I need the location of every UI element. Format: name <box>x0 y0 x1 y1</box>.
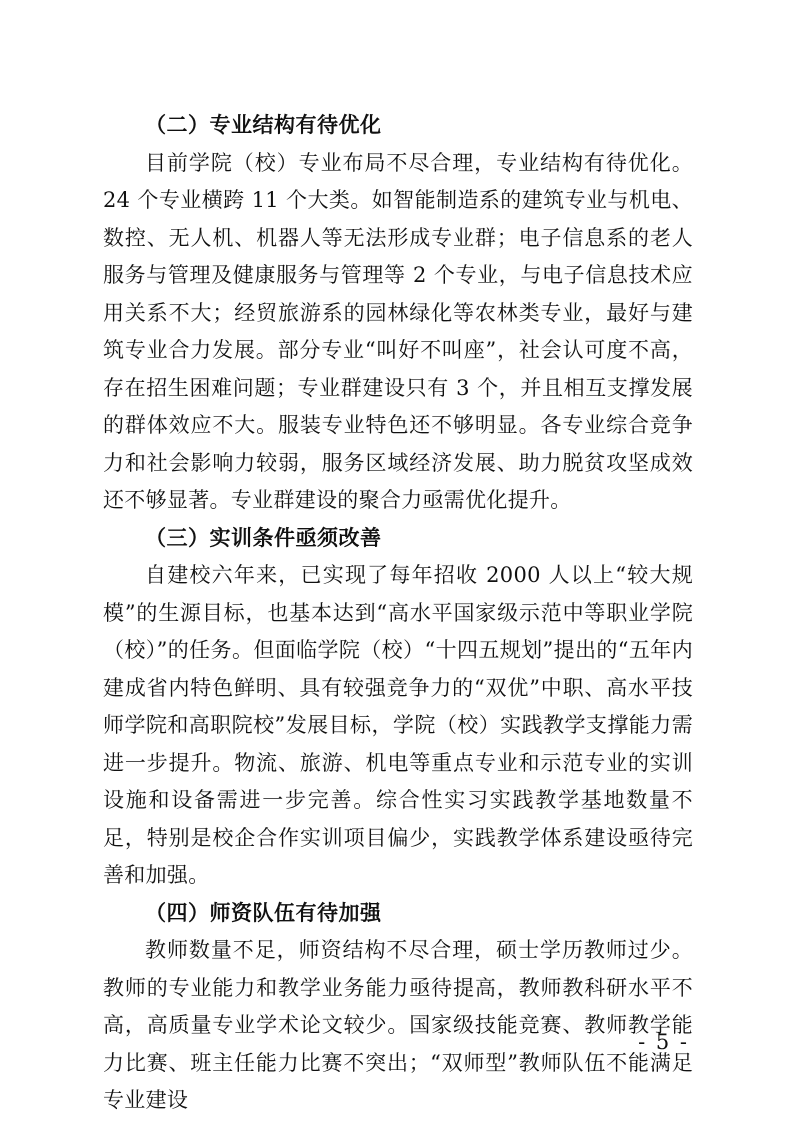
section-paragraph-major-structure: 目前学院（校）专业布局不尽合理，专业结构有待优化。24 个专业横跨 11 个大类。如智能制造系的建筑专业与机电、数控、无人机、机器人等无法形成专业群；电子信息系的老人服务与管理及健康服务与管理等 2 个专业，与电子信息技术应用关系不大；经贸旅游系的园林绿化等农林类专业，最好与建筑专业合力发展。部分专业“叫好不叫座”，社会认可度不高，存在招生困难问题；专业群建设只有 3 个，并且相互支撑发展的群体效应不大。服装专业特色还不够明显。各专业综合竞争力和社会影响力较弱，服务区域经济发展、助力脱贫攻坚成效还不够显著。专业群建设的聚合力亟需优化提升。 <box>103 150 693 512</box>
section-heading-teaching-staff: （四）师资队伍有待加强 <box>145 900 382 925</box>
section-heading-training-conditions: （三）实训条件亟须改善 <box>145 525 382 550</box>
page-number: - 5 - <box>638 1030 689 1054</box>
section-paragraph-training-conditions: 自建校六年来，已实现了每年招收 2000 人以上“较大规模”的生源目标，也基本达到“高水平国家级示范中等职业学院（校）”的任务。但面临学院（校）“十四五规划”提出的“五年内建成省内特色鲜明、具有较强竞争力的“双优”中职、高水平技师学院和高职院校”发展目标，学院（校）实践教学支撑能力需进一步提升。物流、旅游、机电等重点专业和示范专业的实训设施和设备需进一步完善。综合性实习实践教学基地数量不足，特别是校企合作实训项目偏少，实践教学体系建设亟待完善和加强。 <box>103 563 693 887</box>
section-heading-major-structure: （二）专业结构有待优化 <box>145 113 382 137</box>
section-paragraph-teaching-staff: 教师数量不足，师资结构不尽合理，硕士学历教师过少。教师的专业能力和教学业务能力亟待提高，教师教科研水平不高，高质量专业学术论文较少。国家级技能竞赛、教师教学能力比赛、班主任能力比赛不突出；“双师型”教师队伍不能满足专业建设 <box>103 938 693 1112</box>
document-body <box>103 107 693 1120</box>
